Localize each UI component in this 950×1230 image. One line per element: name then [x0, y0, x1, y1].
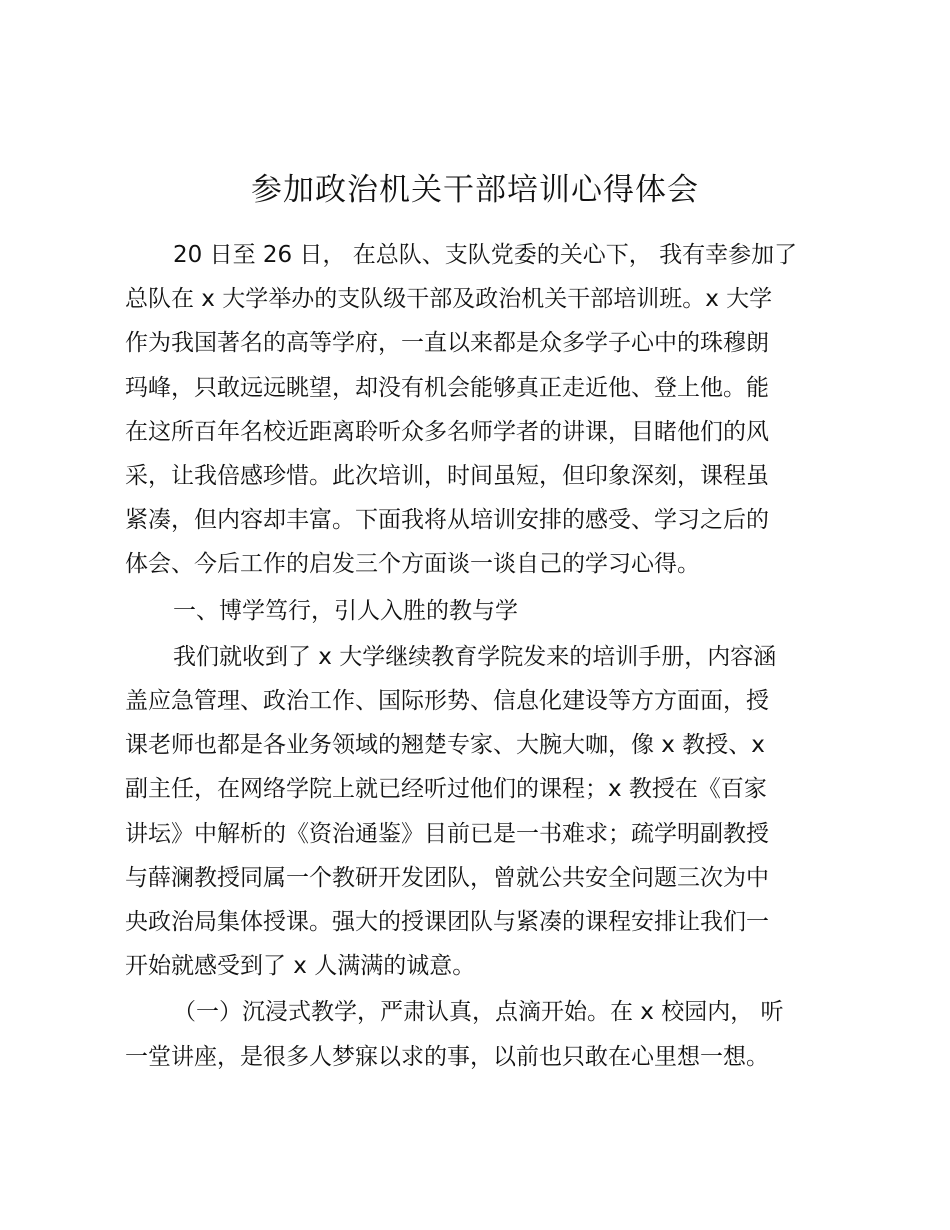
text-line: 课老师也都是各业务领域的翘楚专家、大腕大咖，像 x 教授、x: [125, 732, 765, 759]
text-line: 央政治局集体授课。强大的授课团队与紧凑的课程安排让我们一: [125, 909, 769, 936]
section-heading: [125, 589, 825, 633]
text-line: （一）沉浸式教学，严肃认真，点滴开始。在 x 校园内， 听: [173, 999, 784, 1026]
text-line: 我们就收到了 x 大学继续教育学院发来的培训手册，内容涵: [173, 643, 777, 670]
text-line: 作为我国著名的高等学府，一直以来都是众多学子心中的珠穆朗: [125, 330, 769, 357]
text-line: 讲坛》中解析的《资治通鉴》目前已是一书难求；疏学明副教授: [125, 820, 769, 847]
intro-paragraph: [125, 233, 825, 587]
text-line: 采，让我倍感珍惜。此次培训，时间虽短，但印象深刻，课程虽: [125, 463, 769, 490]
document-body: [125, 233, 825, 1079]
text-line: 紧凑，但内容却丰富。下面我将从培训安排的感受、学习之后的: [125, 507, 769, 534]
text-line: 开始就感受到了 x 人满满的诚意。: [125, 953, 476, 980]
section-heading-text: 一、博学笃行，引人入胜的教与学: [173, 597, 518, 624]
text-line: 总队在 x 大学举办的支队级干部及政治机关干部培训班。x 大学: [125, 286, 773, 313]
document-title: 参加政治机关干部培训心得体会: [251, 172, 699, 208]
text-line: 一堂讲座，是很多人梦寐以求的事，以前也只敢在心里想一想。: [125, 1043, 769, 1070]
section-paragraph: [125, 635, 825, 989]
subsection-paragraph: [125, 990, 825, 1078]
text-line: 副主任，在网络学院上就已经听过他们的课程；x 教授在《百家: [125, 776, 767, 803]
text-line: 体会、今后工作的启发三个方面谈一谈自己的学习心得。: [125, 551, 700, 578]
text-line: 盖应急管理、政治工作、国际形势、信息化建设等方方面面，授: [125, 688, 769, 715]
text-line: 在这所百年名校近距离聆听众多名师学者的讲课，目睹他们的风: [125, 418, 769, 445]
text-line: 20 日至 26 日， 在总队、支队党委的关心下， 我有幸参加了: [173, 242, 798, 268]
text-line: 玛峰，只敢远远眺望，却没有机会能够真正走近他、登上他。能: [125, 374, 769, 401]
text-line: 与薛澜教授同属一个教研开发团队，曾就公共安全问题三次为中: [125, 864, 769, 891]
